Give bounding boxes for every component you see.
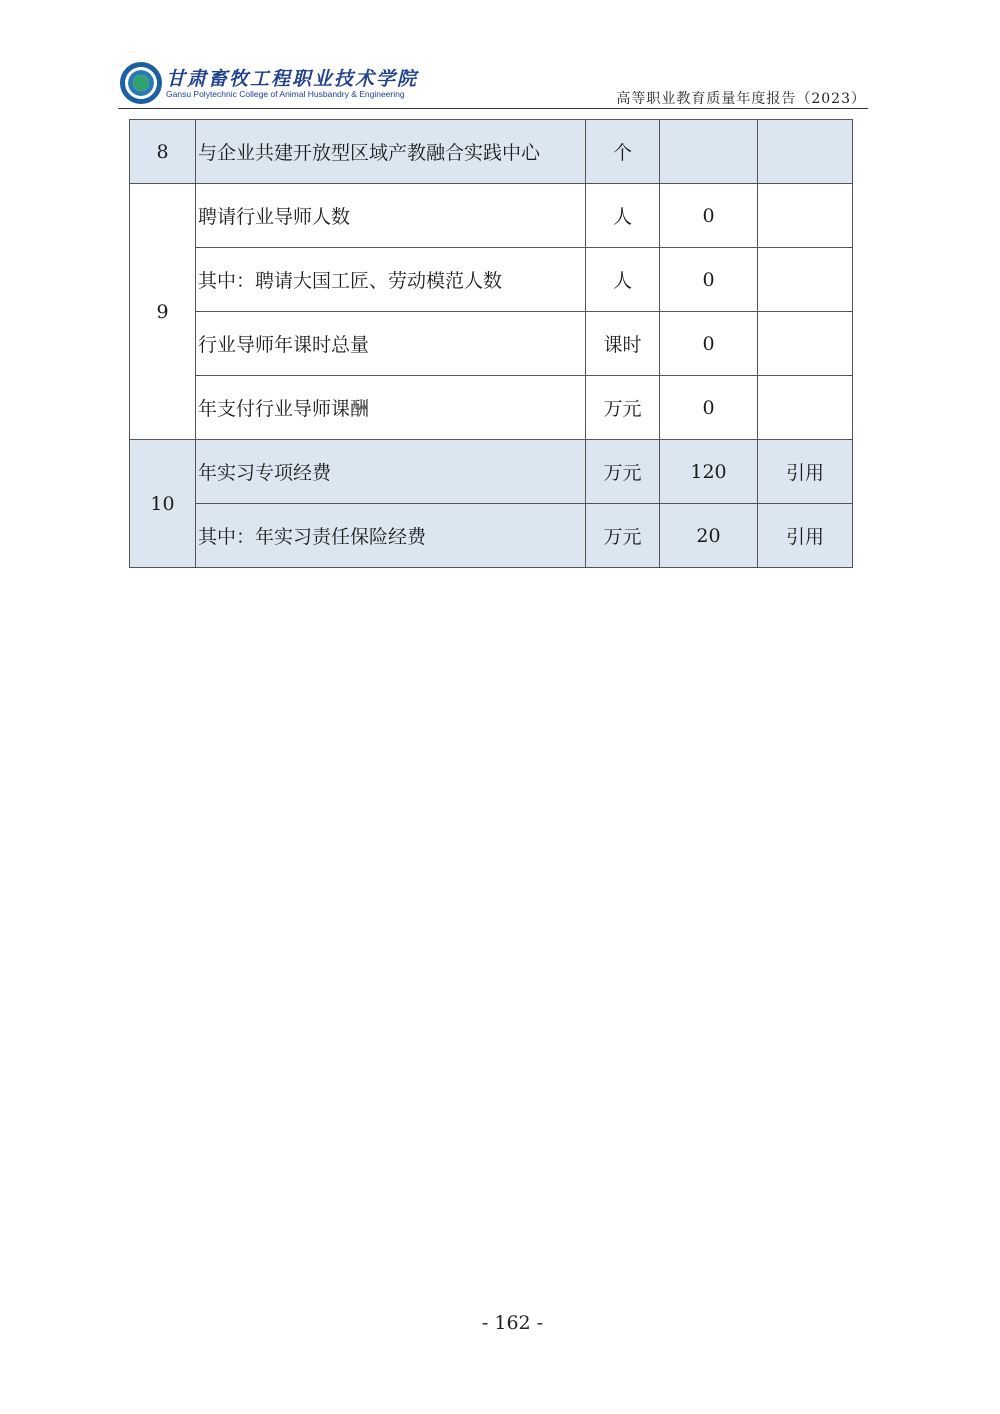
indicator-value: 0 bbox=[660, 376, 758, 440]
indicator-unit: 万元 bbox=[586, 376, 660, 440]
indicator-name: 行业导师年课时总量 bbox=[196, 312, 586, 376]
table-row bbox=[130, 120, 853, 184]
indicator-unit: 课时 bbox=[586, 312, 660, 376]
indicator-value: 120 bbox=[660, 440, 758, 504]
table-row bbox=[130, 376, 853, 440]
indicator-note bbox=[758, 184, 853, 248]
indicator-unit: 万元 bbox=[586, 440, 660, 504]
indicator-unit: 万元 bbox=[586, 504, 660, 568]
page-header bbox=[118, 60, 868, 112]
indicator-name: 与企业共建开放型区域产教融合实践中心 bbox=[196, 120, 586, 184]
indicator-note bbox=[758, 312, 853, 376]
indicator-value: 20 bbox=[660, 504, 758, 568]
table-row bbox=[130, 440, 853, 504]
school-name-en: Gansu Polytechnic College of Animal Husbandry & Engineering bbox=[166, 89, 405, 99]
indicator-note bbox=[758, 248, 853, 312]
table-row bbox=[130, 504, 853, 568]
row-number: 10 bbox=[130, 440, 196, 568]
table-row bbox=[130, 248, 853, 312]
school-name-cn: 甘肃畜牧工程职业技术学院 bbox=[166, 68, 419, 90]
indicator-name: 年实习专项经费 bbox=[196, 440, 586, 504]
indicator-value: 0 bbox=[660, 248, 758, 312]
indicator-name: 年支付行业导师课酬 bbox=[196, 376, 586, 440]
table-row bbox=[130, 184, 853, 248]
header-divider bbox=[118, 108, 868, 109]
indicator-name: 其中：年实习责任保险经费 bbox=[196, 504, 586, 568]
indicator-table bbox=[129, 119, 853, 568]
indicator-value: 0 bbox=[660, 184, 758, 248]
indicator-unit: 人 bbox=[586, 184, 660, 248]
indicator-value: 0 bbox=[660, 312, 758, 376]
indicator-note: 引用 bbox=[758, 504, 853, 568]
college-logo-icon bbox=[120, 62, 162, 104]
indicator-note bbox=[758, 376, 853, 440]
table-row bbox=[130, 312, 853, 376]
row-number: 8 bbox=[130, 120, 196, 184]
row-number: 9 bbox=[130, 184, 196, 440]
indicator-note bbox=[758, 120, 853, 184]
indicator-name: 聘请行业导师人数 bbox=[196, 184, 586, 248]
indicator-unit: 个 bbox=[586, 120, 660, 184]
indicator-value bbox=[660, 120, 758, 184]
report-title: 高等职业教育质量年度报告（2023） bbox=[616, 91, 866, 107]
indicator-name: 其中：聘请大国工匠、劳动模范人数 bbox=[196, 248, 586, 312]
indicator-unit: 人 bbox=[586, 248, 660, 312]
indicator-note: 引用 bbox=[758, 440, 853, 504]
page-number: - 162 - bbox=[481, 1312, 544, 1334]
